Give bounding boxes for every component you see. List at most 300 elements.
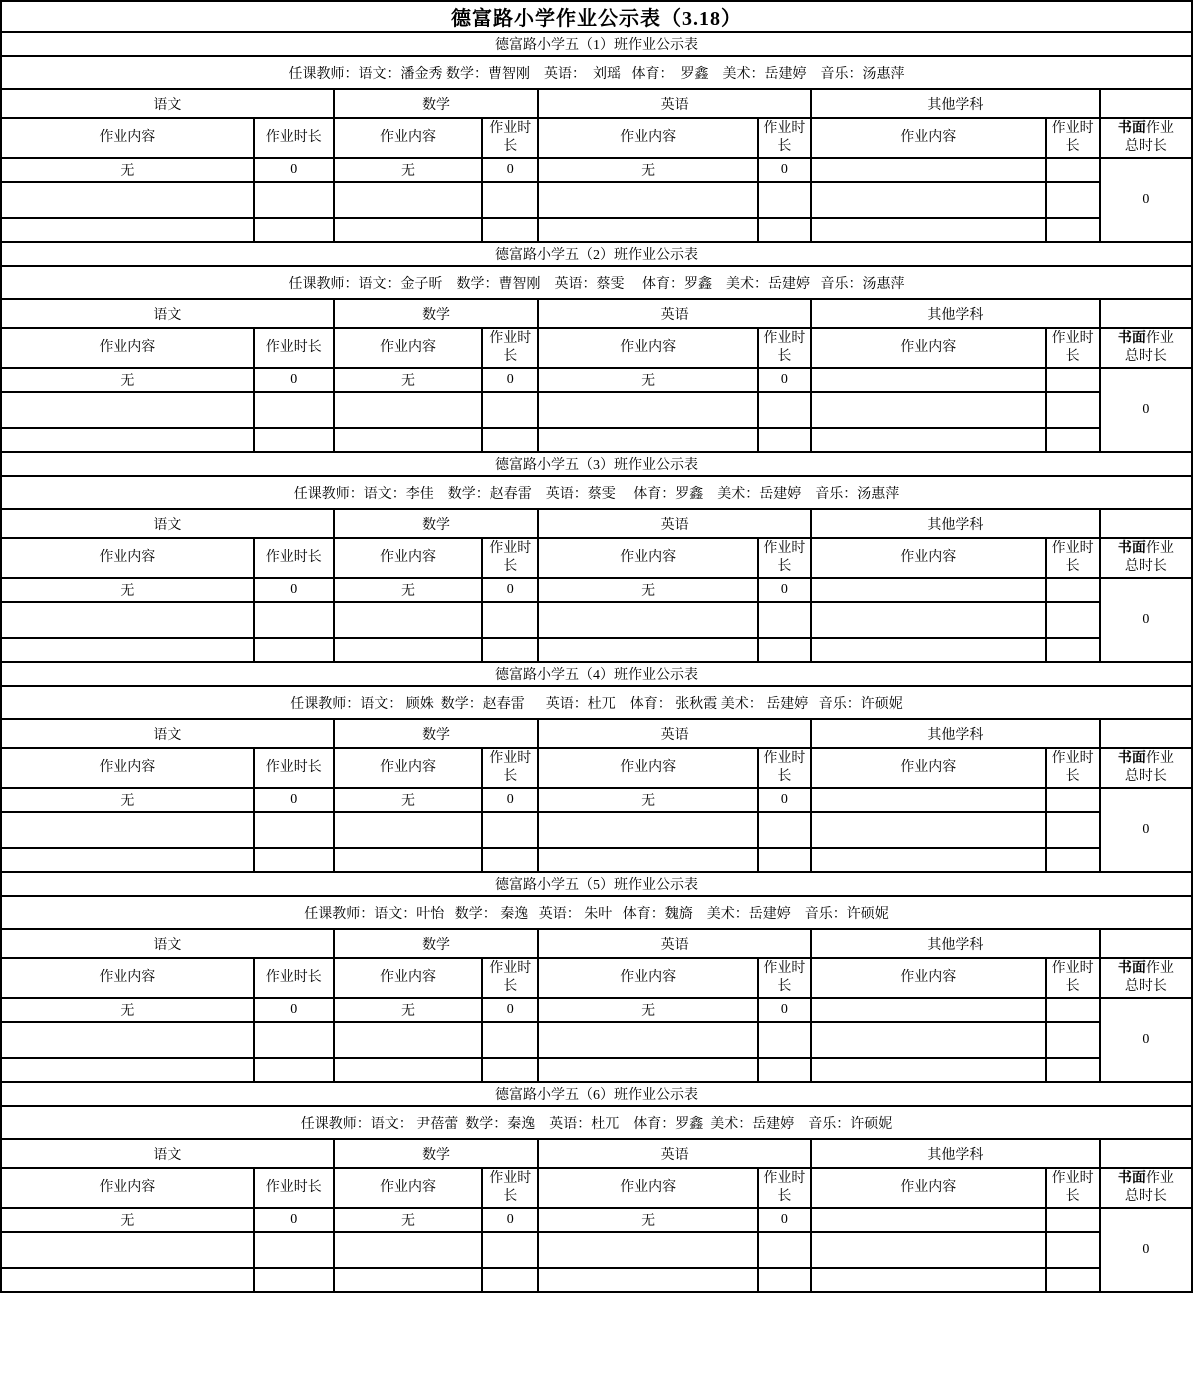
class-title-row	[1, 32, 1192, 56]
total-header-bold-part: 书面	[1117, 120, 1146, 136]
cell-written-total-duration: 0	[1100, 788, 1192, 872]
class-section	[1, 242, 1192, 452]
cell-other-content	[811, 1268, 1046, 1292]
total-header-rest-part: 作业	[1145, 960, 1174, 976]
cell-other-content	[811, 578, 1046, 602]
cell-chinese-duration	[254, 428, 334, 452]
homework-data-row	[1, 788, 1192, 812]
homework-data-row	[1, 368, 1192, 392]
cell-english-duration	[758, 182, 811, 218]
homework-data-row	[1, 998, 1192, 1022]
cell-chinese-duration	[254, 812, 334, 848]
cell-chinese-duration	[254, 638, 334, 662]
col-header-math-duration: 作业时长	[482, 328, 538, 368]
homework-data-row	[1, 428, 1192, 452]
cell-chinese-content	[1, 638, 254, 662]
total-header-rest-part: 作业	[1145, 1170, 1174, 1186]
col-header-math-duration: 作业时长	[482, 538, 538, 578]
cell-math-duration	[482, 848, 538, 872]
cell-english-content: 无	[538, 998, 758, 1022]
homework-data-row	[1, 158, 1192, 182]
cell-english-duration	[758, 848, 811, 872]
cell-english-duration: 0	[758, 998, 811, 1022]
cell-english-duration	[758, 812, 811, 848]
cell-other-duration	[1046, 602, 1100, 638]
corner-empty-cell	[1100, 929, 1192, 958]
subject-header-chinese: 语文	[1, 299, 334, 328]
cell-math-duration: 0	[482, 158, 538, 182]
cell-other-content	[811, 848, 1046, 872]
cell-chinese-content	[1, 392, 254, 428]
cell-chinese-content: 无	[1, 158, 254, 182]
subject-header-english: 英语	[538, 719, 811, 748]
col-header-english-duration: 作业时长	[758, 1168, 811, 1208]
homework-data-row	[1, 182, 1192, 218]
subject-header-math: 数学	[334, 89, 539, 118]
col-header-other-duration: 作业时长	[1046, 958, 1100, 998]
teachers-list: 任课教师：语文： 尹蓓蕾 数学：秦逸 英语：杜兀 体育：罗鑫 美术：岳建婷 音乐：许硕妮	[1, 1106, 1192, 1139]
subject-header-english: 英语	[538, 89, 811, 118]
cell-other-content	[811, 428, 1046, 452]
cell-math-duration	[482, 182, 538, 218]
cell-english-content: 无	[538, 1208, 758, 1232]
total-header-rest-part: 作业	[1145, 120, 1174, 136]
col-header-other-duration: 作业时长	[1046, 328, 1100, 368]
subject-header-other: 其他学科	[811, 299, 1100, 328]
col-header-chinese-duration: 作业时长	[254, 748, 334, 788]
cell-other-duration	[1046, 1208, 1100, 1232]
teachers-list: 任课教师：语文：李佳 数学：赵春雷 英语：蔡雯 体育：罗鑫 美术：岳建婷 音乐：汤惠萍	[1, 476, 1192, 509]
cell-chinese-content	[1, 1058, 254, 1082]
homework-data-row	[1, 1268, 1192, 1292]
cell-english-content: 无	[538, 368, 758, 392]
teachers-list: 任课教师：语文：叶怡 数学： 秦逸 英语： 朱叶 体育：魏旖 美术：岳建婷 音乐：许硕妮	[1, 896, 1192, 929]
cell-chinese-content	[1, 218, 254, 242]
cell-english-duration	[758, 392, 811, 428]
total-header-rest-part: 作业	[1145, 330, 1174, 346]
cell-english-duration	[758, 428, 811, 452]
total-header-bold-part: 书面	[1117, 330, 1146, 346]
cell-other-content	[811, 788, 1046, 812]
cell-math-content: 无	[334, 158, 482, 182]
col-header-english-content: 作业内容	[538, 538, 758, 578]
subject-header-chinese: 语文	[1, 929, 334, 958]
col-header-chinese-content: 作业内容	[1, 748, 254, 788]
cell-english-duration	[758, 1058, 811, 1082]
cell-other-duration	[1046, 812, 1100, 848]
cell-written-total-duration: 0	[1100, 998, 1192, 1082]
homework-data-row	[1, 218, 1192, 242]
subject-header-other: 其他学科	[811, 509, 1100, 538]
total-header-bold-part: 书面	[1117, 750, 1146, 766]
col-header-english-content: 作业内容	[538, 1168, 758, 1208]
homework-data-row	[1, 602, 1192, 638]
cell-chinese-duration	[254, 182, 334, 218]
col-header-math-content: 作业内容	[334, 1168, 482, 1208]
corner-empty-cell	[1100, 509, 1192, 538]
col-header-math-duration: 作业时长	[482, 748, 538, 788]
teachers-list: 任课教师：语文：金子昕 数学：曹智刚 英语：蔡雯 体育：罗鑫 美术：岳建婷 音乐：汤惠萍	[1, 266, 1192, 299]
total-header-rest-part: 作业	[1145, 540, 1174, 556]
cell-chinese-content: 无	[1, 368, 254, 392]
col-header-english-content: 作业内容	[538, 118, 758, 158]
teachers-row	[1, 1106, 1192, 1139]
cell-chinese-content: 无	[1, 578, 254, 602]
cell-math-duration	[482, 602, 538, 638]
cell-other-duration	[1046, 1232, 1100, 1268]
cell-math-duration	[482, 1232, 538, 1268]
col-header-math-content: 作业内容	[334, 328, 482, 368]
teachers-row	[1, 56, 1192, 89]
cell-english-duration	[758, 602, 811, 638]
cell-chinese-content: 无	[1, 788, 254, 812]
col-header-other-content: 作业内容	[811, 1168, 1046, 1208]
total-header-line2: 总时长	[1124, 139, 1167, 154]
cell-math-duration	[482, 428, 538, 452]
col-header-chinese-duration: 作业时长	[254, 538, 334, 578]
cell-other-content	[811, 998, 1046, 1022]
homework-data-row	[1, 578, 1192, 602]
homework-data-row	[1, 638, 1192, 662]
homework-data-row	[1, 1058, 1192, 1082]
cell-math-content	[334, 638, 482, 662]
corner-empty-cell	[1100, 1139, 1192, 1168]
col-header-chinese-content: 作业内容	[1, 1168, 254, 1208]
homework-data-row	[1, 812, 1192, 848]
cell-other-duration	[1046, 998, 1100, 1022]
subject-header-english: 英语	[538, 299, 811, 328]
homework-data-row	[1, 1208, 1192, 1232]
total-header-bold-part: 书面	[1117, 960, 1146, 976]
subject-header-math: 数学	[334, 719, 539, 748]
column-header-row	[1, 748, 1192, 788]
col-header-written-total-duration	[1100, 538, 1192, 578]
col-header-written-total-duration	[1100, 748, 1192, 788]
column-header-row	[1, 538, 1192, 578]
cell-written-total-duration: 0	[1100, 368, 1192, 452]
teachers-row	[1, 476, 1192, 509]
class-section	[1, 32, 1192, 242]
class-title-row	[1, 662, 1192, 686]
cell-other-duration	[1046, 158, 1100, 182]
col-header-written-total-duration	[1100, 328, 1192, 368]
cell-math-duration	[482, 392, 538, 428]
subject-group-header-row	[1, 929, 1192, 958]
cell-math-content	[334, 812, 482, 848]
cell-math-duration	[482, 638, 538, 662]
cell-chinese-duration	[254, 848, 334, 872]
col-header-written-total-duration	[1100, 958, 1192, 998]
page-title: 德富路小学作业公示表（3.18）	[1, 1, 1192, 32]
cell-english-duration	[758, 1022, 811, 1058]
cell-chinese-content	[1, 1232, 254, 1268]
cell-other-content	[811, 158, 1046, 182]
cell-english-content: 无	[538, 578, 758, 602]
homework-data-row	[1, 848, 1192, 872]
corner-empty-cell	[1100, 719, 1192, 748]
cell-english-duration: 0	[758, 788, 811, 812]
col-header-english-duration: 作业时长	[758, 328, 811, 368]
subject-header-math: 数学	[334, 929, 539, 958]
cell-english-duration: 0	[758, 1208, 811, 1232]
cell-english-content	[538, 1232, 758, 1268]
cell-english-content: 无	[538, 158, 758, 182]
subject-header-english: 英语	[538, 1139, 811, 1168]
cell-english-duration	[758, 638, 811, 662]
col-header-other-duration: 作业时长	[1046, 538, 1100, 578]
cell-english-content	[538, 812, 758, 848]
total-header-line2: 总时长	[1124, 769, 1167, 784]
homework-data-row	[1, 1232, 1192, 1268]
col-header-math-content: 作业内容	[334, 748, 482, 788]
cell-chinese-duration	[254, 392, 334, 428]
cell-other-content	[811, 1208, 1046, 1232]
subject-header-other: 其他学科	[811, 89, 1100, 118]
cell-other-duration	[1046, 1268, 1100, 1292]
cell-math-duration	[482, 1058, 538, 1082]
cell-english-duration	[758, 1268, 811, 1292]
subject-header-english: 英语	[538, 929, 811, 958]
class-section-title: 德富路小学五（4）班作业公示表	[1, 662, 1192, 686]
cell-chinese-content: 无	[1, 998, 254, 1022]
col-header-english-duration: 作业时长	[758, 748, 811, 788]
col-header-english-duration: 作业时长	[758, 118, 811, 158]
column-header-row	[1, 1168, 1192, 1208]
class-section-title: 德富路小学五（1）班作业公示表	[1, 32, 1192, 56]
cell-chinese-duration: 0	[254, 368, 334, 392]
cell-math-content	[334, 428, 482, 452]
teachers-row	[1, 896, 1192, 929]
subject-header-chinese: 语文	[1, 89, 334, 118]
col-header-chinese-duration: 作业时长	[254, 1168, 334, 1208]
cell-chinese-duration: 0	[254, 1208, 334, 1232]
cell-other-content	[811, 1058, 1046, 1082]
class-title-row	[1, 1082, 1192, 1106]
cell-math-content: 无	[334, 998, 482, 1022]
cell-english-content	[538, 602, 758, 638]
class-section-title: 德富路小学五（2）班作业公示表	[1, 242, 1192, 266]
total-header-line2: 总时长	[1124, 979, 1167, 994]
cell-english-content	[538, 1058, 758, 1082]
cell-math-duration	[482, 218, 538, 242]
cell-math-content	[334, 392, 482, 428]
total-header-bold-part: 书面	[1117, 1170, 1146, 1186]
cell-other-duration	[1046, 788, 1100, 812]
total-header-line2: 总时长	[1124, 1189, 1167, 1204]
cell-chinese-duration	[254, 1022, 334, 1058]
cell-chinese-duration	[254, 1268, 334, 1292]
cell-math-content	[334, 602, 482, 638]
cell-chinese-duration	[254, 218, 334, 242]
total-header-line2: 总时长	[1124, 559, 1167, 574]
cell-other-content	[811, 638, 1046, 662]
col-header-chinese-duration: 作业时长	[254, 958, 334, 998]
cell-other-duration	[1046, 218, 1100, 242]
cell-math-content: 无	[334, 368, 482, 392]
col-header-english-content: 作业内容	[538, 748, 758, 788]
subject-group-header-row	[1, 1139, 1192, 1168]
cell-written-total-duration: 0	[1100, 578, 1192, 662]
col-header-other-duration: 作业时长	[1046, 1168, 1100, 1208]
cell-chinese-duration: 0	[254, 158, 334, 182]
cell-english-duration: 0	[758, 578, 811, 602]
class-section	[1, 1082, 1192, 1292]
cell-other-content	[811, 182, 1046, 218]
subject-header-math: 数学	[334, 509, 539, 538]
cell-chinese-content	[1, 602, 254, 638]
cell-other-content	[811, 602, 1046, 638]
cell-math-content	[334, 1232, 482, 1268]
cell-math-content	[334, 218, 482, 242]
class-section-title: 德富路小学五（5）班作业公示表	[1, 872, 1192, 896]
subject-group-header-row	[1, 509, 1192, 538]
cell-math-duration: 0	[482, 578, 538, 602]
cell-other-duration	[1046, 848, 1100, 872]
teachers-row	[1, 686, 1192, 719]
col-header-math-content: 作业内容	[334, 958, 482, 998]
total-header-rest-part: 作业	[1145, 750, 1174, 766]
cell-english-content	[538, 218, 758, 242]
class-section-title: 德富路小学五（6）班作业公示表	[1, 1082, 1192, 1106]
cell-math-duration	[482, 1022, 538, 1058]
cell-other-duration	[1046, 578, 1100, 602]
cell-other-duration	[1046, 182, 1100, 218]
col-header-other-content: 作业内容	[811, 748, 1046, 788]
cell-other-content	[811, 1232, 1046, 1268]
col-header-chinese-content: 作业内容	[1, 958, 254, 998]
cell-english-content	[538, 638, 758, 662]
total-header-line2: 总时长	[1124, 349, 1167, 364]
cell-other-content	[811, 218, 1046, 242]
col-header-math-duration: 作业时长	[482, 958, 538, 998]
subject-group-header-row	[1, 299, 1192, 328]
cell-english-content: 无	[538, 788, 758, 812]
cell-chinese-duration: 0	[254, 788, 334, 812]
cell-chinese-content	[1, 1022, 254, 1058]
col-header-chinese-content: 作业内容	[1, 118, 254, 158]
cell-written-total-duration: 0	[1100, 1208, 1192, 1292]
cell-chinese-content	[1, 1268, 254, 1292]
cell-english-duration: 0	[758, 158, 811, 182]
cell-math-duration	[482, 812, 538, 848]
cell-chinese-content	[1, 428, 254, 452]
cell-other-duration	[1046, 1058, 1100, 1082]
column-header-row	[1, 328, 1192, 368]
homework-data-row	[1, 1022, 1192, 1058]
cell-math-content: 无	[334, 788, 482, 812]
col-header-math-duration: 作业时长	[482, 1168, 538, 1208]
cell-other-content	[811, 812, 1046, 848]
col-header-other-duration: 作业时长	[1046, 118, 1100, 158]
subject-header-chinese: 语文	[1, 509, 334, 538]
teachers-row	[1, 266, 1192, 299]
teachers-list: 任课教师：语文：潘金秀 数学：曹智刚 英语： 刘瑶 体育： 罗鑫 美术：岳建婷 音乐：汤惠萍	[1, 56, 1192, 89]
cell-other-duration	[1046, 428, 1100, 452]
cell-math-content	[334, 1022, 482, 1058]
main-title-section	[1, 1, 1192, 32]
cell-written-total-duration: 0	[1100, 158, 1192, 242]
cell-chinese-duration: 0	[254, 998, 334, 1022]
col-header-chinese-duration: 作业时长	[254, 118, 334, 158]
cell-other-duration	[1046, 1022, 1100, 1058]
class-title-row	[1, 872, 1192, 896]
cell-english-duration	[758, 218, 811, 242]
col-header-math-content: 作业内容	[334, 118, 482, 158]
cell-math-duration	[482, 1268, 538, 1292]
subject-group-header-row	[1, 89, 1192, 118]
col-header-math-duration: 作业时长	[482, 118, 538, 158]
cell-english-content	[538, 848, 758, 872]
cell-other-duration	[1046, 392, 1100, 428]
cell-chinese-content	[1, 848, 254, 872]
col-header-chinese-content: 作业内容	[1, 328, 254, 368]
col-header-other-content: 作业内容	[811, 118, 1046, 158]
col-header-other-content: 作业内容	[811, 328, 1046, 368]
corner-empty-cell	[1100, 299, 1192, 328]
class-title-row	[1, 452, 1192, 476]
cell-math-content	[334, 182, 482, 218]
col-header-other-content: 作业内容	[811, 538, 1046, 578]
cell-math-content	[334, 848, 482, 872]
col-header-chinese-duration: 作业时长	[254, 328, 334, 368]
subject-header-chinese: 语文	[1, 719, 334, 748]
class-section	[1, 872, 1192, 1082]
col-header-other-duration: 作业时长	[1046, 748, 1100, 788]
col-header-other-content: 作业内容	[811, 958, 1046, 998]
subject-header-chinese: 语文	[1, 1139, 334, 1168]
col-header-written-total-duration	[1100, 118, 1192, 158]
column-header-row	[1, 958, 1192, 998]
cell-math-content	[334, 1268, 482, 1292]
col-header-english-content: 作业内容	[538, 958, 758, 998]
cell-english-content	[538, 1268, 758, 1292]
cell-math-duration: 0	[482, 998, 538, 1022]
column-header-row	[1, 118, 1192, 158]
col-header-math-content: 作业内容	[334, 538, 482, 578]
cell-chinese-content: 无	[1, 1208, 254, 1232]
cell-math-content: 无	[334, 1208, 482, 1232]
class-section	[1, 452, 1192, 662]
cell-math-content: 无	[334, 578, 482, 602]
class-title-row	[1, 242, 1192, 266]
cell-english-content	[538, 182, 758, 218]
subject-group-header-row	[1, 719, 1192, 748]
main-title-row	[1, 1, 1192, 32]
cell-chinese-duration: 0	[254, 578, 334, 602]
cell-math-content	[334, 1058, 482, 1082]
cell-english-content	[538, 1022, 758, 1058]
col-header-written-total-duration	[1100, 1168, 1192, 1208]
cell-chinese-content	[1, 812, 254, 848]
total-header-bold-part: 书面	[1117, 540, 1146, 556]
homework-data-row	[1, 392, 1192, 428]
col-header-english-duration: 作业时长	[758, 958, 811, 998]
col-header-english-duration: 作业时长	[758, 538, 811, 578]
cell-chinese-duration	[254, 602, 334, 638]
subject-header-english: 英语	[538, 509, 811, 538]
teachers-list: 任课教师：语文： 顾姝 数学：赵春雷 英语：杜兀 体育： 张秋霞 美术： 岳建婷 音乐：许硕妮	[1, 686, 1192, 719]
cell-math-duration: 0	[482, 1208, 538, 1232]
cell-english-content	[538, 392, 758, 428]
subject-header-other: 其他学科	[811, 1139, 1100, 1168]
cell-other-duration	[1046, 638, 1100, 662]
subject-header-other: 其他学科	[811, 719, 1100, 748]
subject-header-math: 数学	[334, 1139, 539, 1168]
cell-other-duration	[1046, 368, 1100, 392]
cell-english-duration	[758, 1232, 811, 1268]
col-header-english-content: 作业内容	[538, 328, 758, 368]
cell-math-duration: 0	[482, 368, 538, 392]
